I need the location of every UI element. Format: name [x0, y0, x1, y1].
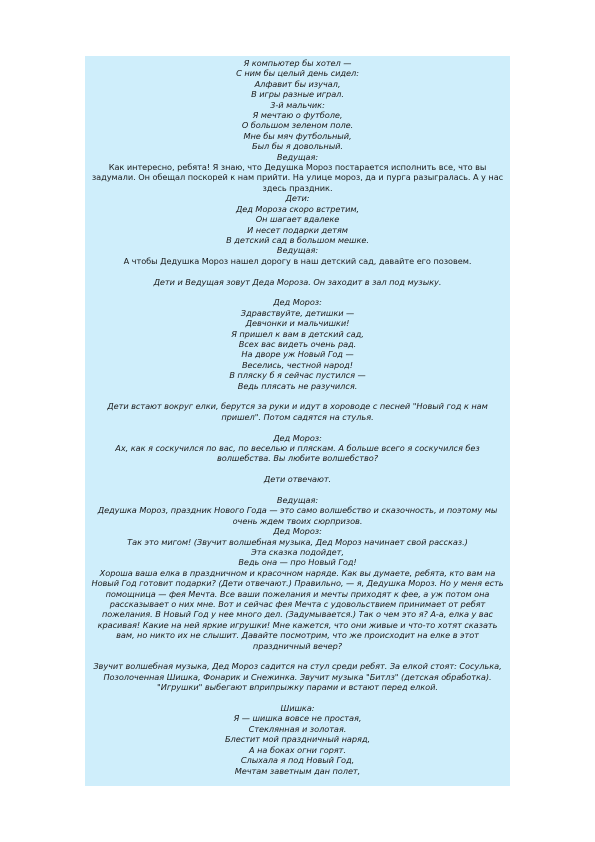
text-line: красивая! Какие на ней яркие игрушки! Мне кажется, что они живые и что-то хотят сказать — [97, 619, 498, 630]
text-line: Слыхала я под Новый Год, — [240, 755, 355, 766]
text-line: Позолоченная Шишка, Фонарик и Снежинка. Звучит музыка "Битлз" (детская обработка). — [103, 671, 492, 682]
text-line: Алфавит бы изучал, — [254, 78, 341, 89]
text-line: Всех вас видеть очень рад. — [238, 338, 357, 349]
text-line: волшебства. Вы любите волшебство? — [216, 453, 378, 464]
text-line: В игры разные играл. — [251, 89, 344, 100]
text-line: Девчонки и мальчишки! — [245, 318, 350, 329]
text-line: Мечтам заветным дан полет, — [234, 765, 361, 776]
text-line: праздничный вечер? — [252, 640, 343, 651]
text-line: Эта сказка подойдет, — [251, 547, 344, 557]
text-line: рассказывает о них мне. Вот и сейчас фея Мечта с удовольствием принимает от ребят — [109, 599, 486, 610]
text-line: Новый Год готовит подарки? (Дети отвечают.) Правильно, — я, Дедушка Мороз. Но у меня есть — [91, 578, 504, 589]
text-line: Я мечтаю о футболе, — [252, 110, 343, 121]
text-line: О большом зеленом поле. — [241, 120, 354, 131]
text-line: помощница — фея Мечта. Все ваши пожелания и мечты приходят к фее, а уж потом она — [105, 588, 490, 599]
text-line: Дедушка Мороз, праздник Нового Года — это само волшебство и сказочность, и поэтому мы — [97, 505, 498, 516]
document-sheet — [85, 56, 510, 786]
text-line: Я — шишка вовсе не простая, — [233, 713, 362, 724]
text-line: здесь праздник. — [262, 182, 333, 193]
text-line: пожелания. В Новый Год у нее много дел. (Задумывается.) Так о чем это я? А-а, елка у вас — [102, 609, 493, 620]
text-line: Ведь она — про Новый Год! — [238, 557, 357, 568]
text-line: Блестит мой праздничный наряд, — [224, 734, 371, 745]
text-line: Хороша ваша елка в праздничном и красочном наряде. Как вы думаете, ребята, кто вам на — [99, 567, 496, 578]
blank-line — [85, 485, 510, 495]
text-line: вам, но никто их не слышит. Давайте посмотрим, что же происходит на елке в этот — [116, 630, 479, 641]
text-line: пришел". Потом садятся на стулья. — [221, 411, 374, 422]
text-line: Я пришел к вам в детский сад, — [231, 328, 364, 339]
text-line: И несет подарки детям — [247, 224, 348, 235]
blank-line — [85, 693, 510, 703]
text-line: Как интересно, ребята! Я знаю, что Дедушка Мороз постарается исполнить все, что вы — [108, 162, 487, 173]
text-line: Звучит волшебная музыка, Дед Мороз садится на стул среди ребят. За елкой стоят: Сосулька, — [93, 661, 502, 672]
blank-line — [85, 287, 510, 297]
document-text — [85, 56, 510, 776]
text-line: Ведь плясать не разучился. — [237, 380, 358, 391]
text-line: Дед Мороза скоро встретим, — [235, 203, 360, 214]
text-line: Мне бы мяч футбольный, — [243, 130, 352, 141]
blank-line — [85, 266, 510, 276]
blank-line — [85, 651, 510, 661]
blank-line — [85, 422, 510, 432]
text-line: Ведущая: — [276, 245, 319, 256]
text-line: Ведущая: — [276, 151, 319, 162]
text-line: В детский сад в большом мешке. — [226, 234, 369, 245]
text-line: 3-й мальчик: — [270, 99, 325, 110]
text-line: Дети отвечают. — [263, 474, 332, 485]
text-line: Дед Мороз: — [273, 432, 322, 443]
text-line: Ведущая: — [276, 494, 319, 505]
text-line: Дед Мороз: — [273, 526, 322, 537]
text-line: Так это мигом! (Звучит волшебная музыка, Дед Мороз начинает свой рассказ.) — [127, 536, 468, 547]
text-line: А на боках огни горят. — [249, 744, 346, 755]
text-line: Ах, как я соскучился по вас, по веселью и пляскам. А больше всего я соскучился без — [115, 442, 480, 453]
blank-line — [85, 391, 510, 401]
text-line: С ним бы целый день сидел: — [236, 68, 359, 79]
text-line: "Игрушки" выбегают вприпрыжку парами и встают перед елкой. — [157, 682, 438, 693]
text-line: Я компьютер бы хотел — — [243, 58, 352, 68]
text-line: Дети и Ведущая зовут Деда Мороза. Он заходит в зал под музыку. — [153, 276, 442, 287]
text-line: А чтобы Дедушка Мороз нашел дорогу в наш детский сад, давайте его позовем. — [123, 255, 472, 266]
text-line: Он шагает вдалеке — [255, 214, 340, 225]
text-line: Стеклянная и золотая. — [248, 723, 347, 734]
text-line: Шишка: — [280, 703, 315, 714]
text-line: Дети: — [285, 193, 310, 204]
text-line: Дед Мороз: — [273, 297, 322, 308]
blank-line — [85, 464, 510, 474]
text-line: В пляску б я сейчас пустился — — [229, 370, 366, 381]
text-line: На дворе уж Новый Год — — [241, 349, 354, 360]
text-line: Дети встают вокруг елки, берутся за руки и идут в хороводе с песней "Новый год к нам — [107, 401, 488, 412]
text-line: очень ждем твоих сюрпризов. — [232, 515, 363, 526]
text-line: Веселись, честной народ! — [241, 359, 354, 370]
text-line: задумали. Он обещал поскорей к нам прийти. На улице мороз, да и пурга разыгралась. А у нас — [91, 172, 504, 183]
text-line: Был бы я довольный. — [252, 141, 343, 152]
text-line: Здравствуйте, детишки — — [240, 307, 355, 318]
